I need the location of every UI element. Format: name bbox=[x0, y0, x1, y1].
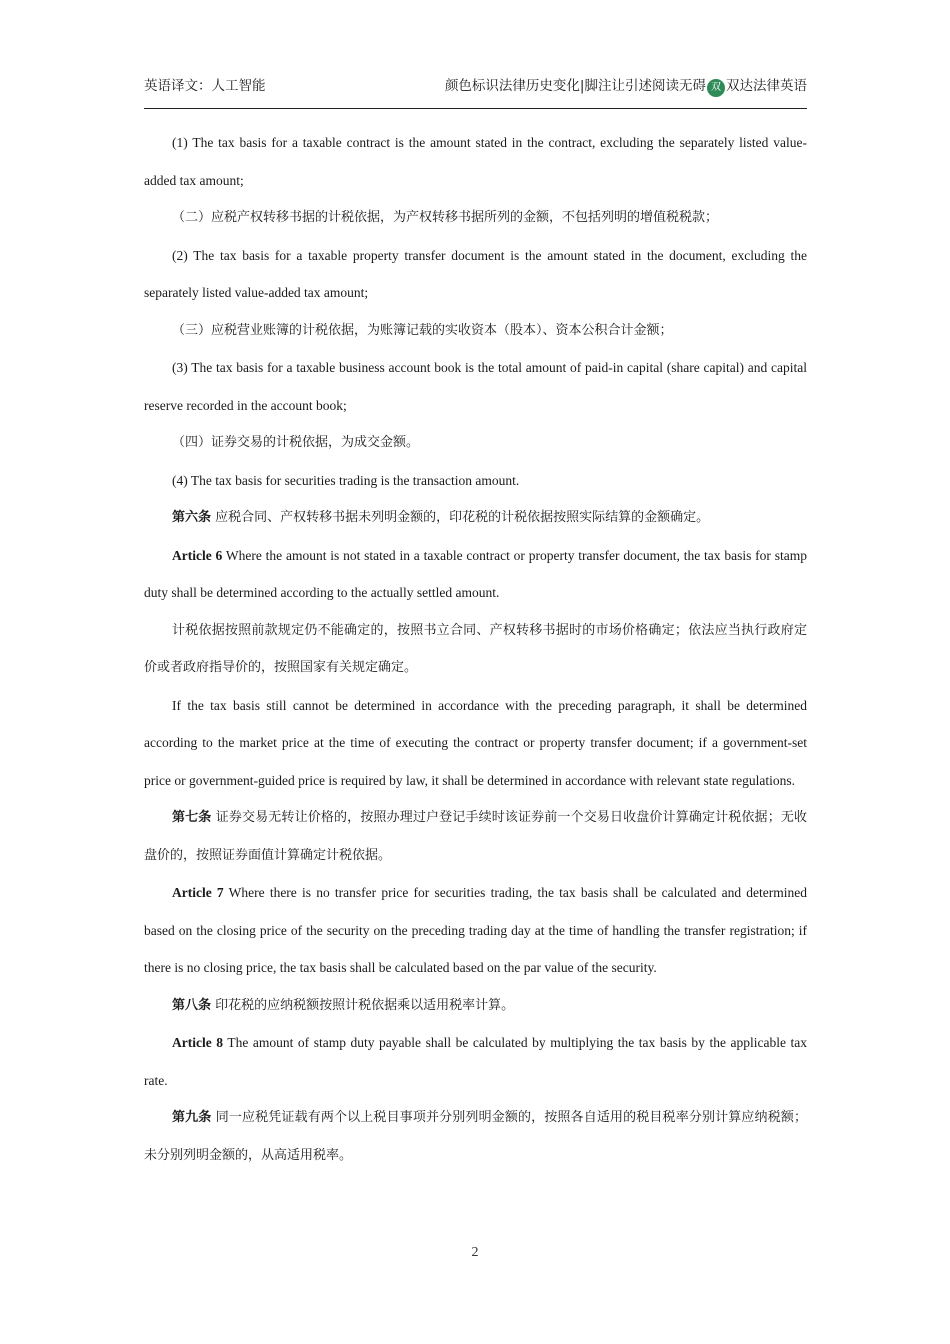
paragraph bbox=[144, 499, 807, 537]
paragraph bbox=[144, 799, 807, 874]
paragraph-text: 印花税的应纳税额按照计税依据乘以适用税率计算。 bbox=[211, 997, 515, 1013]
paragraph bbox=[144, 537, 807, 612]
article-number: 第九条 bbox=[172, 1110, 212, 1125]
article-number: 第六条 bbox=[172, 510, 212, 525]
paragraph bbox=[144, 124, 807, 199]
page-header bbox=[144, 70, 807, 109]
paragraph-text: （三）应税营业账簿的计税依据，为账簿记载的实收资本（股本）、资本公积合计金额； bbox=[172, 322, 673, 338]
article-number: Article 6 bbox=[172, 547, 223, 563]
paragraph-text: The amount of stamp duty payable shall be calculated by multiplying the tax basis by the applicable tax rate. bbox=[144, 1035, 807, 1088]
paragraph bbox=[144, 312, 807, 350]
paragraph bbox=[144, 349, 807, 424]
paragraph-text: If the tax basis still cannot be determined in accordance with the preceding paragraph, it shall be determined according to the market price at the time of executing the contract or property transfer document; if a government-set price or government-guided price is required by law, it shall be determined in accordance with relevant state regulations. bbox=[144, 697, 807, 788]
paragraph bbox=[144, 462, 807, 500]
paragraph-text: Where there is no transfer price for securities trading, the tax basis shall be calculated and determined based on the closing price of the security on the preceding trading day at the time of handling the transfer registration; if there is no closing price, the tax basis shall be calculated based on the par value of the security. bbox=[144, 885, 808, 975]
paragraph-text: (1) The tax basis for a taxable contract is the amount stated in the contract, excluding the separately listed value-added tax amount; bbox=[144, 135, 807, 188]
paragraph bbox=[144, 424, 807, 462]
paragraph bbox=[144, 874, 807, 987]
shuangda-logo-icon: 双 bbox=[707, 79, 725, 97]
header-title: 英语译文：人工智能 bbox=[144, 78, 266, 94]
paragraph-text: 同一应税凭证载有两个以上税目事项并分别列明金额的，按照各自适用的税目税率分别计算应纳税额；未分别列明金额的，从高适用税率。 bbox=[144, 1110, 807, 1163]
paragraph-text: 计税依据按照前款规定仍不能确定的，按照书立合同、产权转移书据时的市场价格确定；依法应当执行政府定价或者政府指导价的，按照国家有关规定确定。 bbox=[144, 622, 807, 675]
paragraph bbox=[144, 199, 807, 237]
page-number: 2 bbox=[471, 1245, 479, 1260]
paragraph-text: Where the amount is not stated in a taxable contract or property transfer document, the tax basis for stamp duty shall be determined according to the actually settled amount. bbox=[144, 547, 807, 600]
document-body bbox=[144, 124, 807, 1174]
article-number: Article 8 bbox=[172, 1035, 224, 1050]
article-number: Article 7 bbox=[172, 885, 224, 900]
header-tagline bbox=[445, 74, 807, 103]
paragraph-text: （四）证券交易的计税依据，为成交金额。 bbox=[172, 435, 420, 450]
paragraph bbox=[144, 1024, 807, 1099]
paragraph-text: 应税合同、产权转移书据未列明金额的，印花税的计税依据按照实际结算的金额确定。 bbox=[211, 510, 710, 525]
paragraph bbox=[144, 687, 807, 800]
paragraph bbox=[144, 1099, 807, 1174]
paragraph-text: (3) The tax basis for a taxable business account book is the total amount of paid-in capital (share capital) and capital reserve recorded in the account book; bbox=[144, 360, 807, 413]
paragraph-text: 证券交易无转让价格的，按照办理过户登记手续时该证券前一个交易日收盘价计算确定计税依据；无收盘价的，按照证券面值计算确定计税依据。 bbox=[144, 810, 807, 863]
header-tagline-part1: 颜色标识法律历史变化|脚注让引述阅读无碍 bbox=[444, 78, 706, 94]
paragraph-text: (2) The tax basis for a taxable property transfer document is the amount stated in the document, excluding the separately listed value-added tax amount; bbox=[144, 247, 807, 300]
article-number: 第七条 bbox=[172, 810, 212, 825]
paragraph-text: (4) The tax basis for securities trading is the transaction amount. bbox=[172, 472, 520, 488]
paragraph bbox=[144, 612, 807, 687]
article-number: 第八条 bbox=[172, 997, 212, 1013]
paragraph bbox=[144, 987, 807, 1025]
paragraph bbox=[144, 237, 807, 312]
paragraph-text: （二）应税产权转移书据的计税依据，为产权转移书据所列的金额，不包括列明的增值税税款； bbox=[172, 210, 719, 225]
header-tagline-part2: 双达法律英语 bbox=[726, 78, 807, 94]
